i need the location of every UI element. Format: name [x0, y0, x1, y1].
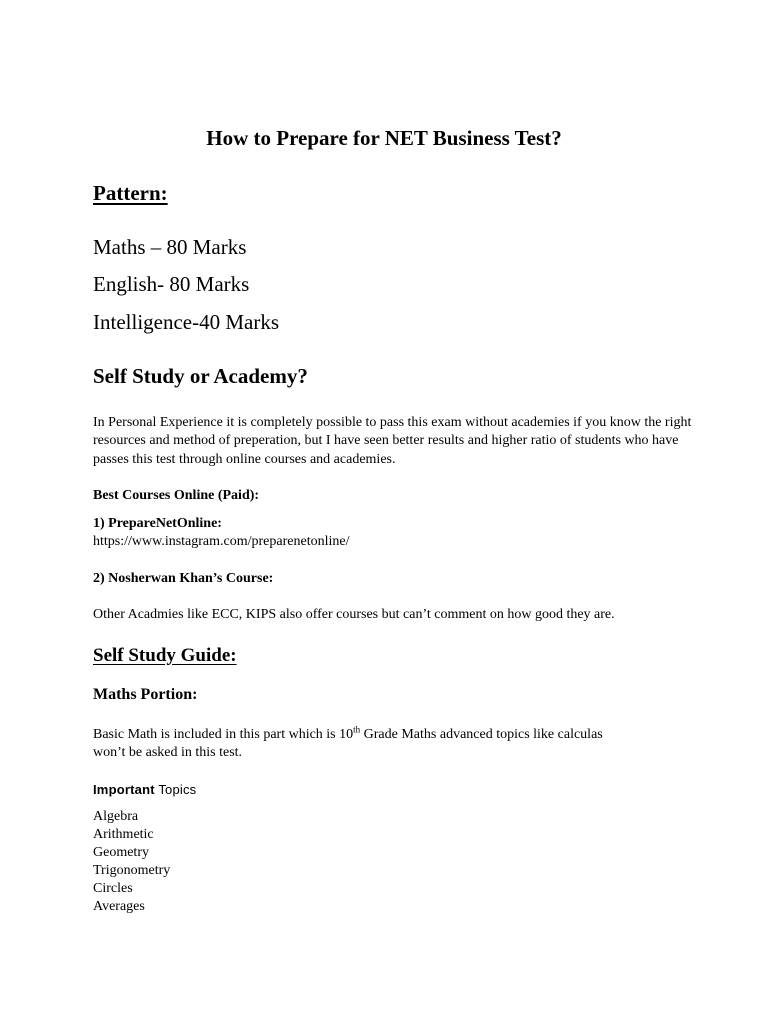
course-1-link[interactable]: https://www.instagram.com/preparenetonline/ — [93, 534, 350, 549]
list-item: Arithmetic — [93, 827, 154, 842]
topics-list — [93, 808, 170, 916]
list-item: Circles — [93, 881, 133, 896]
pattern-item-maths: Maths – 80 Marks — [93, 235, 247, 259]
important-topics-label-bold: Important — [93, 782, 155, 797]
best-courses-heading: Best Courses Online (Paid): — [93, 488, 260, 503]
important-topics-label-rest: Topics — [154, 782, 197, 797]
maths-description-line-2: won’t be asked in this test. — [93, 745, 243, 760]
list-item: Averages — [93, 899, 145, 914]
maths-text-superscript: th — [353, 724, 361, 735]
list-item: Algebra — [93, 809, 139, 824]
pattern-item-english: English- 80 Marks — [93, 272, 250, 296]
pattern-heading: Pattern: — [93, 181, 168, 205]
maths-description-line-1 — [93, 726, 603, 744]
experience-paragraph: In Personal Experience it is completely possible to pass this exam without academies if you know the right resources and method of preperation, but I have seen better results and higher ratio of students who have passes this test through online courses and academies. — [93, 415, 692, 467]
page-title: How to Prepare for NET Business Test? — [206, 126, 562, 150]
maths-text-before: Basic Math is included in this part which is 10 — [93, 727, 354, 742]
other-academies-note: Other Acadmies like ECC, KIPS also offer courses but can’t comment on how good they are. — [93, 607, 615, 622]
self-study-guide-heading: Self Study Guide: — [93, 645, 237, 666]
pattern-item-intelligence: Intelligence-40 Marks — [93, 310, 280, 334]
course-1-name: 1) PrepareNetOnline: — [93, 516, 222, 531]
self-study-or-academy-heading: Self Study or Academy? — [93, 364, 308, 388]
list-item: Trigonometry — [93, 863, 171, 878]
list-item: Geometry — [93, 845, 149, 860]
course-2-name: 2) Nosherwan Khan’s Course: — [93, 571, 274, 586]
important-topics-label — [93, 781, 196, 799]
maths-text-after: Grade Maths advanced topics like calculas — [360, 727, 603, 742]
maths-portion-heading: Maths Portion: — [93, 686, 198, 703]
